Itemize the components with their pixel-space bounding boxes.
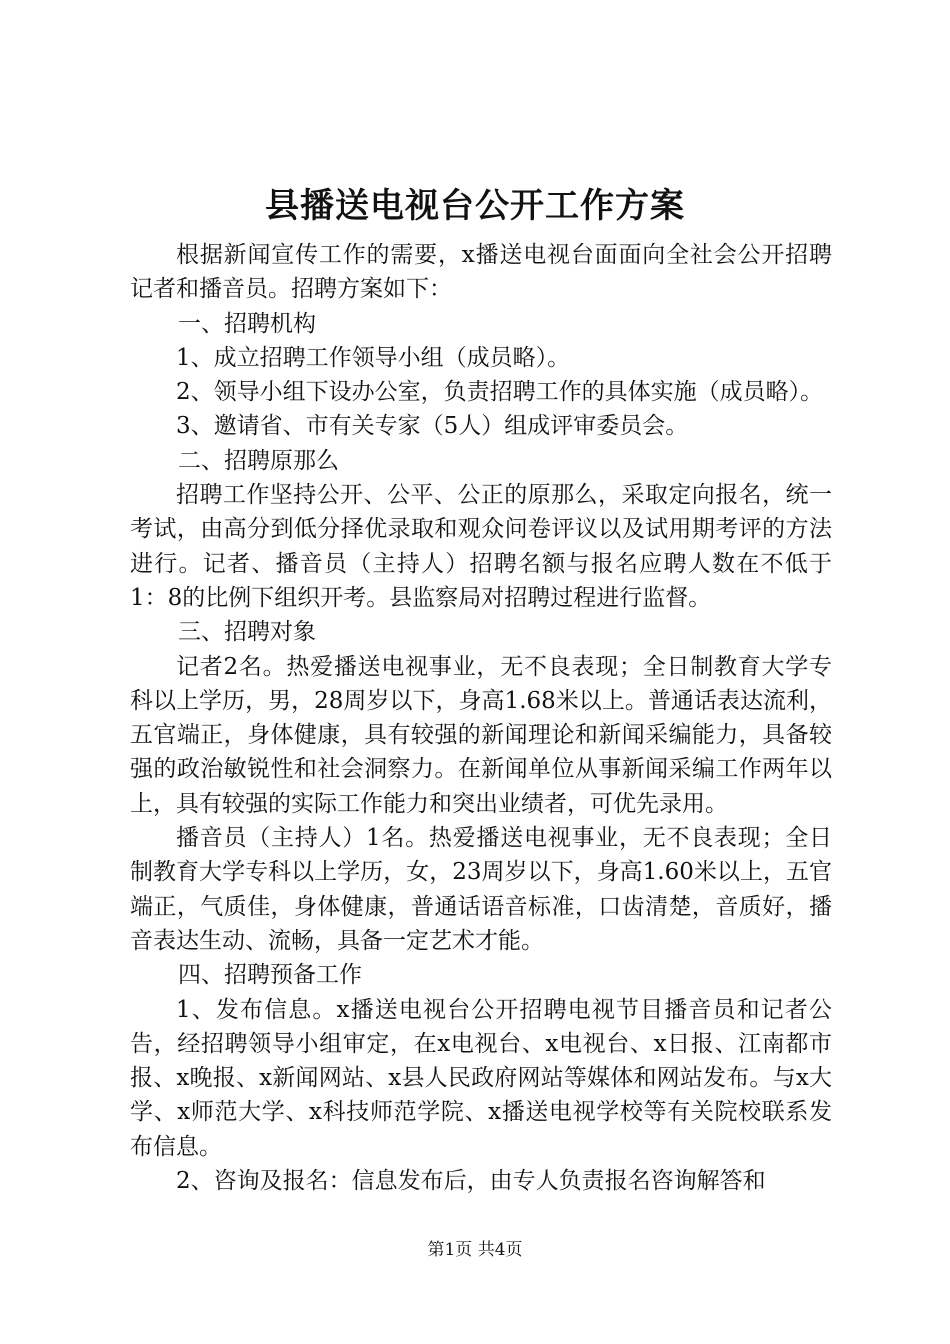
preparation-item-1: 1、发布信息。x播送电视台公开招聘电视节目播音员和记者公告，经招聘领导小组审定，在x电视台、x电视台、x日报、江南都市报、x晚报、x新闻网站、x县人民政府网站等媒体和网站发布。与x大学、x师范大学、x科技师范学院、x播送电视学校等有关院校联系发布信息。 [130, 996, 832, 1160]
principles-paragraph: 招聘工作坚持公开、公平、公正的原那么，采取定向报名，统一考试，由高分到低分择优录取和观众问卷评议以及试用期考评的方法进行。记者、播音员（主持人）招聘名额与报名应聘人数在不低于1：8的比例下组织开考。县监察局对招聘过程进行监督。 [130, 482, 832, 611]
section-heading-organization: 一、招聘机构 [178, 310, 316, 337]
section-heading-targets: 三、招聘对象 [178, 619, 316, 646]
organization-item-1: 1、成立招聘工作领导小组（成员略）。 [176, 344, 571, 371]
section-heading-preparation: 四、招聘预备工作 [178, 962, 362, 989]
announcer-requirements-paragraph: 播音员（主持人）1名。热爱播送电视事业，无不良表现；全日制教育大学专科以上学历，女，23周岁以下，身高1.60米以上，五官端正，气质佳，身体健康，普通话语音标准，口齿清楚，音质好，播音表达生动、流畅，具备一定艺术才能。 [130, 825, 832, 954]
organization-item-2: 2、领导小组下设办公室，负责招聘工作的具体实施（成员略）。 [176, 379, 824, 406]
reporter-requirements-paragraph: 记者2名。热爱播送电视事业，无不良表现；全日制教育大学专科以上学历，男，28周岁以下，身高1.68米以上。普通话表达流利，五官端正，身体健康，具有较强的新闻理论和新闻采编能力，具备较强的政治敏锐性和社会洞察力。在新闻单位从事新闻采编工作两年以上，具有较强的实际工作能力和突出业绩者，可优先录用。 [130, 653, 832, 817]
document-body [130, 238, 832, 1198]
document-title: 县播送电视台公开工作方案 [265, 186, 685, 226]
intro-paragraph: 根据新闻宣传工作的需要，x播送电视台面面向全社会公开招聘记者和播音员。招聘方案如下： [130, 242, 832, 303]
preparation-item-2: 2、咨询及报名：信息发布后，由专人负责报名咨询解答和 [176, 1168, 766, 1195]
section-heading-principles: 二、招聘原那么 [178, 447, 339, 474]
page-number-footer: 第1页 共4页 [427, 1240, 523, 1260]
organization-item-3: 3、邀请省、市有关专家（5人）组成评审委员会。 [176, 413, 689, 440]
